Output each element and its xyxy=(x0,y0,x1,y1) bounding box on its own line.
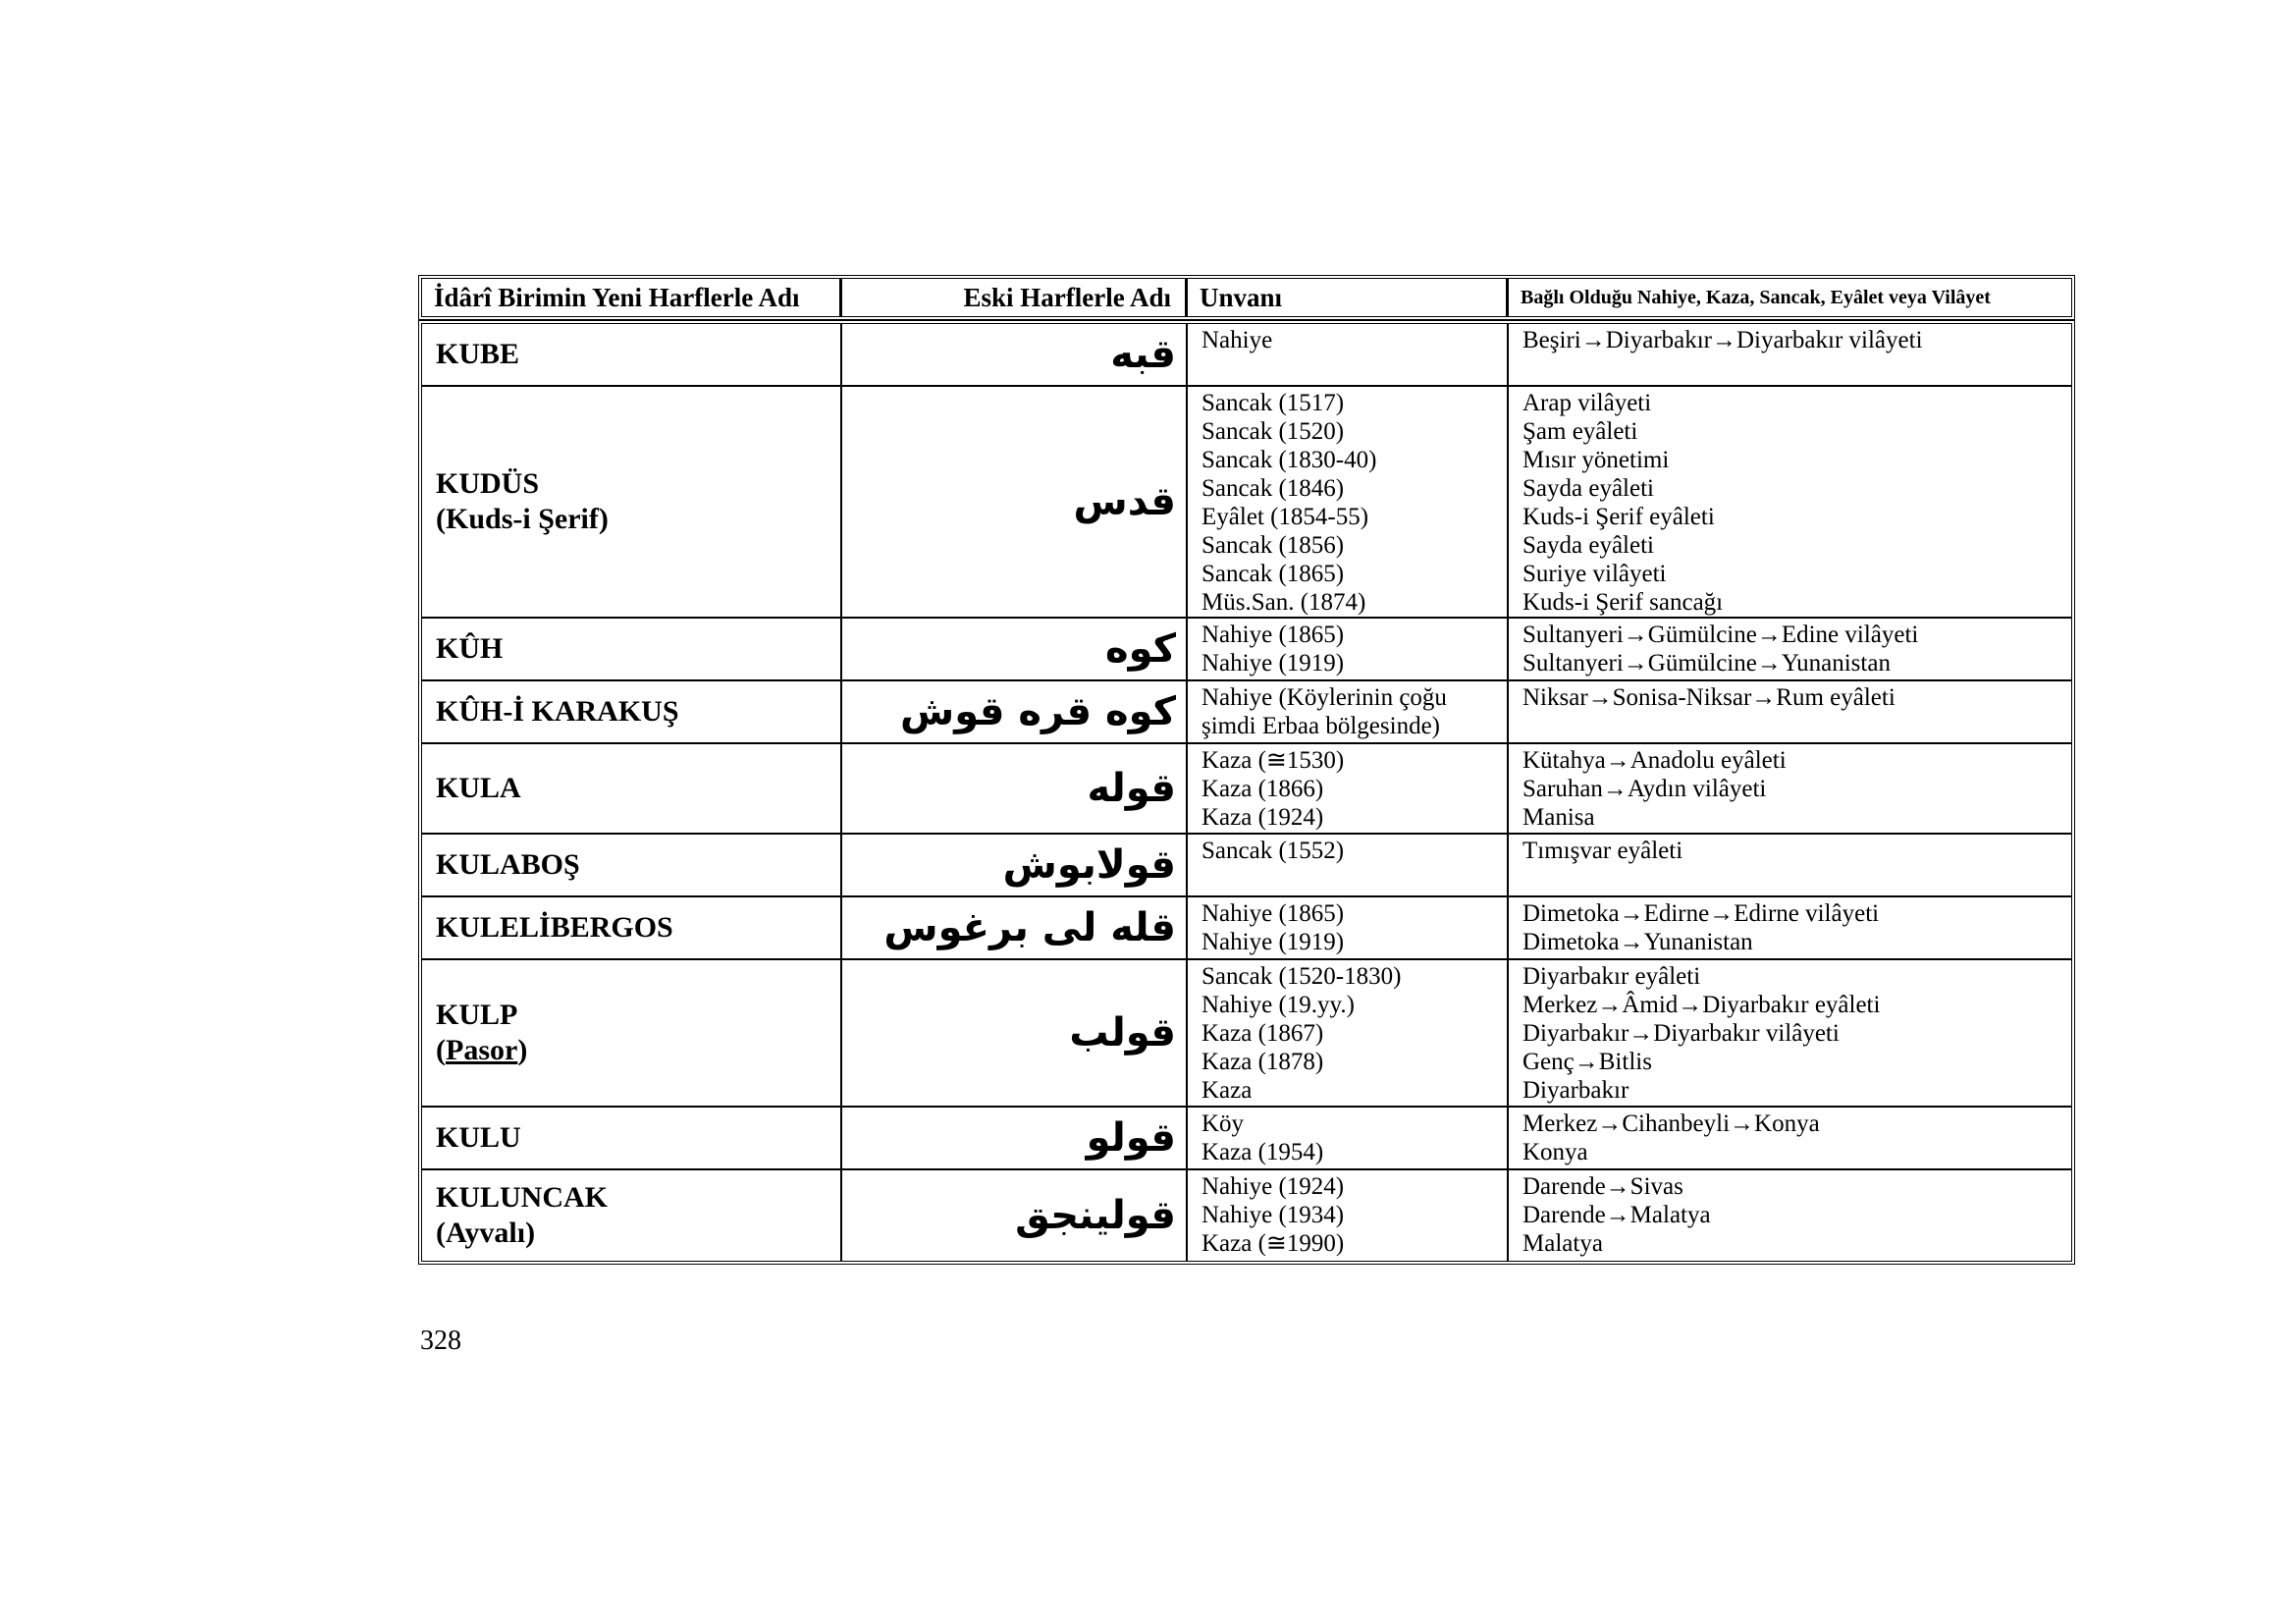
affiliation-cell xyxy=(1509,960,2071,1108)
title-line: Kaza (1924) xyxy=(1201,804,1324,831)
affiliation-line: Kuds-i Şerif sancağı xyxy=(1522,589,1724,616)
title-line: Nahiye (1865) xyxy=(1201,622,1345,648)
title-line: Nahiye (1934) xyxy=(1201,1202,1345,1228)
affiliation-line: Malatya xyxy=(1522,1230,1603,1257)
old-script-name: قوله xyxy=(842,744,1188,835)
affiliation-cell xyxy=(1509,619,2071,681)
table-row xyxy=(422,1170,2071,1261)
unit-name: KÛH xyxy=(436,632,504,665)
title-line: Nahiye xyxy=(1201,327,1273,353)
unit-name: KUBE xyxy=(436,338,520,370)
title-line: Sancak (1517) xyxy=(1201,390,1345,416)
affiliation-line: Mısır yönetimi xyxy=(1522,447,1670,473)
unit-name-cell xyxy=(422,1108,842,1170)
affiliation-line: Manisa xyxy=(1522,804,1595,831)
unit-name-cell xyxy=(422,387,842,619)
unit-name: KULELİBERGOS xyxy=(436,911,673,944)
header-new-name: İdârî Birimin Yeni Harflerle Adı xyxy=(422,279,842,316)
paren-open: ( xyxy=(436,1034,446,1066)
affiliation-line: Şam eyâleti xyxy=(1522,418,1638,445)
title-line: Sancak (1856) xyxy=(1201,532,1345,559)
table-row xyxy=(422,897,2071,960)
unit-alt-name-underlined: Pasor xyxy=(446,1034,518,1066)
affiliation-line: Merkez→Âmid→Diyarbakır eyâleti xyxy=(1522,992,1881,1018)
affiliation-line: Sultanyeri→Gümülcine→Yunanistan xyxy=(1522,650,1891,677)
paren-close: ) xyxy=(517,1034,528,1066)
affiliation-line: Sayda eyâleti xyxy=(1522,532,1654,559)
affiliation-line: Sayda eyâleti xyxy=(1522,475,1654,502)
affiliation-cell xyxy=(1509,387,2071,619)
unit-name: KULABOŞ xyxy=(436,848,580,881)
title-line: Sancak (1520) xyxy=(1201,418,1345,445)
affiliation-line: Saruhan→Aydın vilâyeti xyxy=(1522,776,1767,802)
title-cell xyxy=(1188,744,1509,835)
unit-alt-name: (Ayvalı) xyxy=(436,1217,536,1249)
title-line: Kaza xyxy=(1201,1077,1253,1104)
title-cell xyxy=(1188,619,1509,681)
unit-alt-name xyxy=(436,1033,827,1068)
affiliation-line: Dimetoka→Edirne→Edirne vilâyeti xyxy=(1522,900,1880,927)
old-script-name: قولو xyxy=(842,1108,1188,1170)
title-cell xyxy=(1188,1170,1509,1261)
table-row xyxy=(422,835,2071,897)
affiliation-line: Diyarbakır xyxy=(1522,1077,1629,1104)
table-row xyxy=(422,744,2071,835)
unit-name-cell xyxy=(422,897,842,960)
affiliation-line: Genç→Bitlis xyxy=(1522,1049,1652,1075)
old-script-name: قبه xyxy=(842,324,1188,387)
title-line: Köy xyxy=(1201,1110,1245,1137)
unit-name-cell xyxy=(422,835,842,897)
page-number: 328 xyxy=(420,1326,461,1356)
title-line: Sancak (1552) xyxy=(1201,838,1345,864)
table-row xyxy=(422,619,2071,681)
old-script-name: كوه xyxy=(842,619,1188,681)
affiliation-cell xyxy=(1509,744,2071,835)
affiliation-line: Arap vilâyeti xyxy=(1522,390,1652,416)
title-line: Sancak (1520-1830) xyxy=(1201,963,1402,990)
affiliation-line: Darende→Malatya xyxy=(1522,1202,1711,1228)
old-script-name: قولب xyxy=(842,960,1188,1108)
title-line: şimdi Erbaa bölgesinde) xyxy=(1201,713,1440,739)
old-script-name: قولينجق xyxy=(842,1170,1188,1261)
affiliation-line: Beşiri→Diyarbakır→Diyarbakır vilâyeti xyxy=(1522,327,1923,353)
table-row xyxy=(422,960,2071,1108)
title-line: Nahiye (1919) xyxy=(1201,650,1345,677)
title-cell xyxy=(1188,1108,1509,1170)
affiliation-line: Sultanyeri→Gümülcine→Edine vilâyeti xyxy=(1522,622,1919,648)
title-line: Sancak (1865) xyxy=(1201,561,1345,587)
affiliation-cell xyxy=(1509,835,2071,897)
old-script-name: قولابوش xyxy=(842,835,1188,897)
header-title: Unvanı xyxy=(1188,279,1509,316)
title-line: Nahiye (Köylerinin çoğu xyxy=(1201,684,1447,711)
old-script-name: قدس xyxy=(842,387,1188,619)
unit-name: KULUNCAK xyxy=(436,1181,609,1214)
unit-name: KUDÜS xyxy=(436,467,540,500)
title-cell xyxy=(1188,960,1509,1108)
table-row xyxy=(422,1108,2071,1170)
affiliation-cell xyxy=(1509,324,2071,387)
table-row xyxy=(422,681,2071,744)
unit-name-cell xyxy=(422,324,842,387)
title-line: Müs.San. (1874) xyxy=(1201,589,1366,616)
affiliation-line: Kütahya→Anadolu eyâleti xyxy=(1522,747,1787,774)
administrative-units-table xyxy=(418,275,2075,1265)
old-script-name: كوه قره قوش xyxy=(842,681,1188,744)
affiliation-line: Dimetoka→Yunanistan xyxy=(1522,929,1753,955)
affiliation-line: Niksar→Sonisa-Niksar→Rum eyâleti xyxy=(1522,684,1896,711)
unit-name-cell xyxy=(422,1170,842,1261)
title-cell xyxy=(1188,324,1509,387)
affiliation-line: Darende→Sivas xyxy=(1522,1173,1683,1200)
unit-name-cell xyxy=(422,619,842,681)
unit-name-cell xyxy=(422,744,842,835)
unit-name: KULP xyxy=(436,999,518,1031)
table-body xyxy=(418,320,2075,1265)
title-line: Eyâlet (1854-55) xyxy=(1201,504,1369,530)
affiliation-line: Kuds-i Şerif eyâleti xyxy=(1522,504,1715,530)
unit-name: KULU xyxy=(436,1121,521,1154)
title-line: Nahiye (1924) xyxy=(1201,1173,1345,1200)
title-cell xyxy=(1188,897,1509,960)
affiliation-line: Tımışvar eyâleti xyxy=(1522,838,1683,864)
unit-alt-name: (Kuds-i Şerif) xyxy=(436,503,609,535)
title-line: Kaza (1867) xyxy=(1201,1020,1324,1047)
unit-name-cell xyxy=(422,960,842,1108)
affiliation-line: Konya xyxy=(1522,1139,1588,1165)
unit-name: KÛH-İ KARAKUŞ xyxy=(436,695,679,728)
unit-name-cell xyxy=(422,681,842,744)
affiliation-line: Suriye vilâyeti xyxy=(1522,561,1667,587)
unit-name: KULA xyxy=(436,772,521,804)
title-line: Nahiye (19.yy.) xyxy=(1201,992,1355,1018)
title-cell xyxy=(1188,835,1509,897)
table-header xyxy=(418,275,2075,320)
title-line: Nahiye (1865) xyxy=(1201,900,1345,927)
title-line: Sancak (1830-40) xyxy=(1201,447,1377,473)
title-line: Kaza (1954) xyxy=(1201,1139,1324,1165)
title-cell xyxy=(1188,681,1509,744)
affiliation-line: Merkez→Cihanbeyli→Konya xyxy=(1522,1110,1820,1137)
affiliation-cell xyxy=(1509,1108,2071,1170)
table-row xyxy=(422,387,2071,619)
title-line: Nahiye (1919) xyxy=(1201,929,1345,955)
header-affiliation: Bağlı Olduğu Nahiye, Kaza, Sancak, Eyâlet veya Vilâyet xyxy=(1521,286,1991,308)
affiliation-cell xyxy=(1509,897,2071,960)
old-script-name: قله لى برغوس xyxy=(842,897,1188,960)
affiliation-cell xyxy=(1509,1170,2071,1261)
title-line: Kaza (1866) xyxy=(1201,776,1324,802)
title-line: Kaza (≅1990) xyxy=(1201,1230,1345,1257)
affiliation-line: Diyarbakır eyâleti xyxy=(1522,963,1701,990)
affiliation-cell xyxy=(1509,681,2071,744)
title-line: Kaza (1878) xyxy=(1201,1049,1324,1075)
table-row xyxy=(422,324,2071,387)
title-line: Kaza (≅1530) xyxy=(1201,747,1345,774)
title-cell xyxy=(1188,387,1509,619)
title-line: Sancak (1846) xyxy=(1201,475,1345,502)
header-old-script-name: Eski Harflerle Adı xyxy=(842,279,1188,316)
affiliation-line: Diyarbakır→Diyarbakır vilâyeti xyxy=(1522,1020,1840,1047)
